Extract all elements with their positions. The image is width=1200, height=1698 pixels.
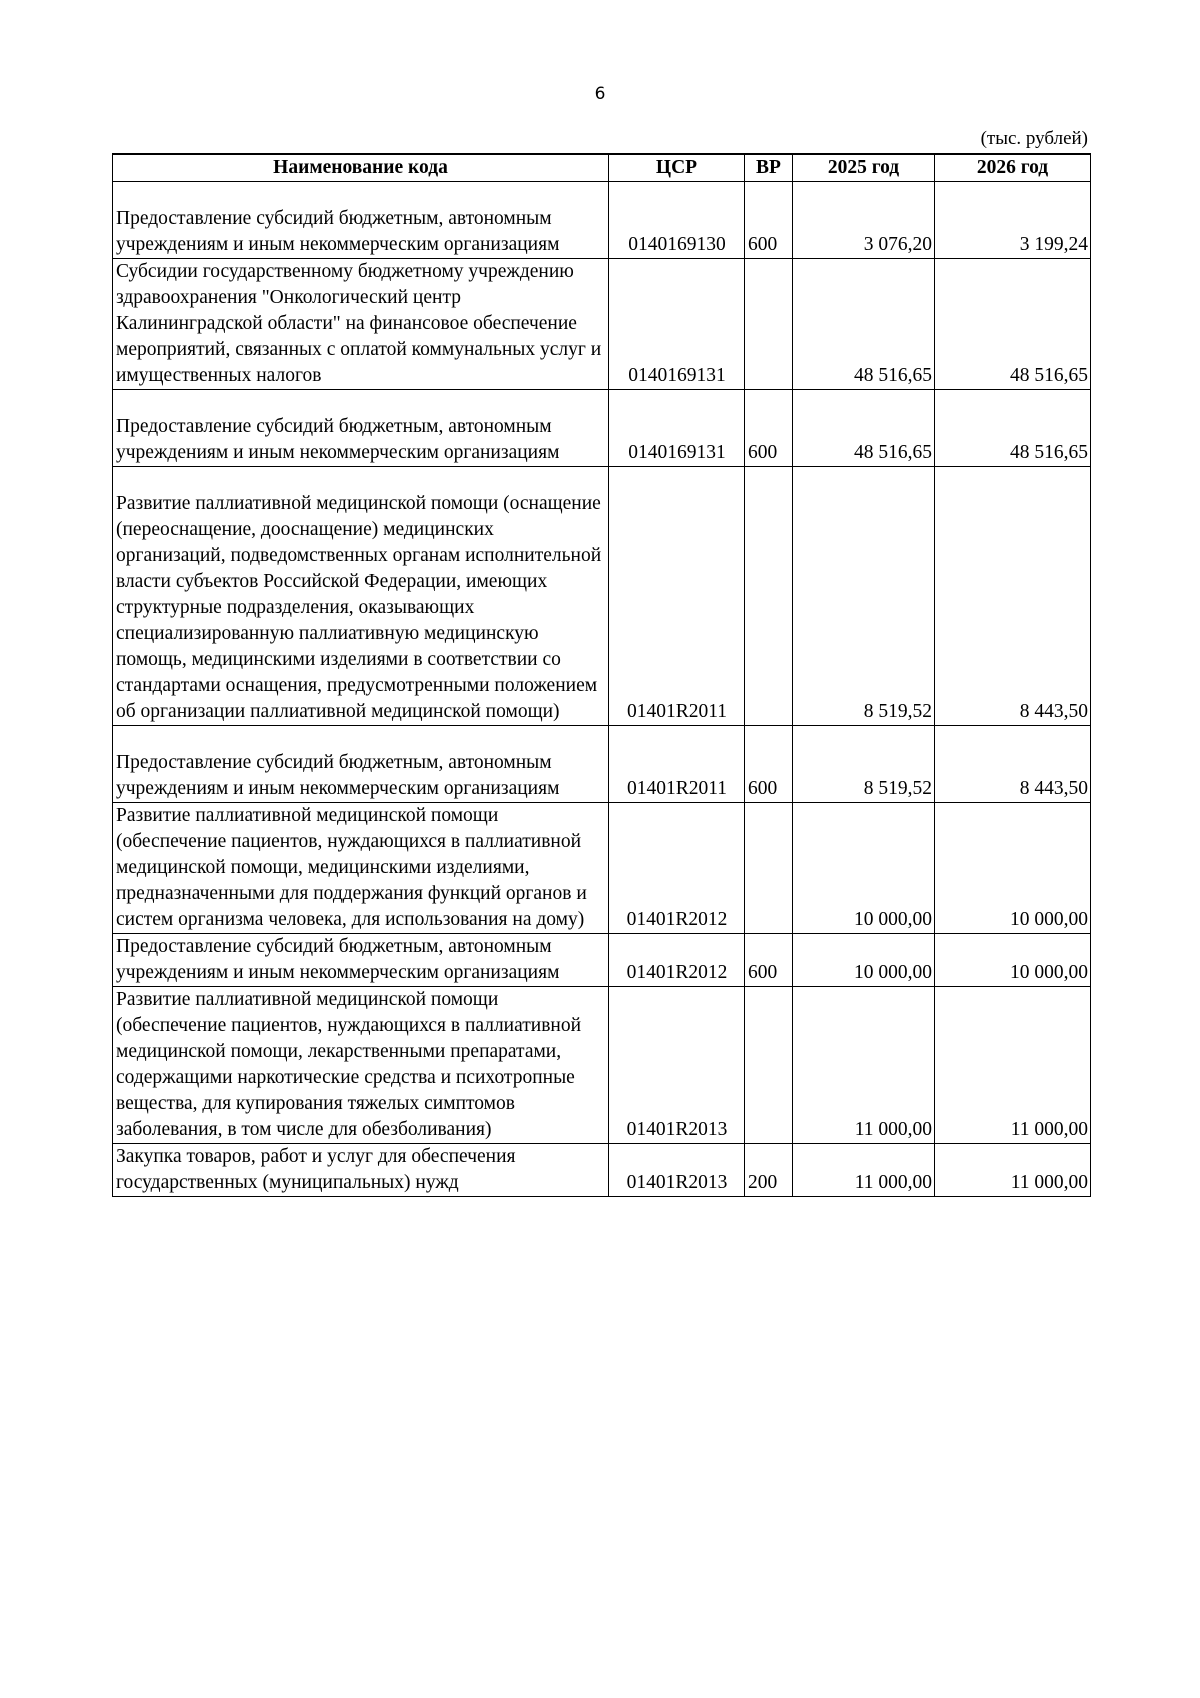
table-row <box>113 182 1091 259</box>
table-row <box>113 803 1091 934</box>
row-name: Предоставление субсидий бюджетным, автономным учреждениям и иным некоммерческим организациям <box>113 726 609 803</box>
row-name: Предоставление субсидий бюджетным, автономным учреждениям и иным некоммерческим организациям <box>113 934 609 987</box>
header-csr: ЦСР <box>609 154 745 182</box>
row-vr: 600 <box>745 726 793 803</box>
table-row <box>113 259 1091 390</box>
row-2025: 10 000,00 <box>793 934 935 987</box>
row-name: Развитие паллиативной медицинской помощи (обеспечение пациентов, нуждающихся в паллиативной медицинской помощи, лекарственными препаратами, содержащими наркотические средства и психотропные вещества, для купирования тяжелых симптомов заболевания, в том числе для обезболивания) <box>113 987 609 1144</box>
row-2025: 8 519,52 <box>793 726 935 803</box>
row-2026: 10 000,00 <box>935 803 1091 934</box>
row-csr: 0140169131 <box>609 390 745 467</box>
row-name: Закупка товаров, работ и услуг для обеспечения государственных (муниципальных) нужд <box>113 1144 609 1197</box>
row-name: Субсидии государственному бюджетному учреждению здравоохранения "Онкологический центр Калининградской области" на финансовое обеспечение мероприятий, связанных с оплатой коммунальных услуг и имущественных налогов <box>113 259 609 390</box>
row-2026: 3 199,24 <box>935 182 1091 259</box>
row-csr: 01401R2012 <box>609 934 745 987</box>
row-name: Предоставление субсидий бюджетным, автономным учреждениям и иным некоммерческим организациям <box>113 390 609 467</box>
row-vr <box>745 803 793 934</box>
header-vr: ВР <box>745 154 793 182</box>
header-name: Наименование кода <box>113 154 609 182</box>
row-2025: 3 076,20 <box>793 182 935 259</box>
table-header-row <box>113 154 1091 182</box>
row-name: Развитие паллиативной медицинской помощи (оснащение (переоснащение, дооснащение) медицинских организаций, подведомственных органам исполнительной власти субъектов Российской Федерации, имеющих структурные подразделения, оказывающих специализированную паллиативную медицинскую помощь, медицинскими изделиями в соответствии со стандартами оснащения, предусмотренными положением об организации паллиативной медицинской помощи) <box>113 467 609 726</box>
row-2025: 10 000,00 <box>793 803 935 934</box>
row-vr <box>745 987 793 1144</box>
row-vr <box>745 259 793 390</box>
row-2026: 10 000,00 <box>935 934 1091 987</box>
row-vr: 200 <box>745 1144 793 1197</box>
row-2025: 48 516,65 <box>793 259 935 390</box>
table-row <box>113 726 1091 803</box>
row-csr: 0140169130 <box>609 182 745 259</box>
table-row <box>113 467 1091 726</box>
table-row <box>113 934 1091 987</box>
table-row <box>113 987 1091 1144</box>
row-csr: 01401R2013 <box>609 1144 745 1197</box>
row-2025: 8 519,52 <box>793 467 935 726</box>
row-csr: 01401R2013 <box>609 987 745 1144</box>
units-note: (тыс. рублей) <box>980 128 1088 149</box>
budget-table <box>112 153 1091 1197</box>
row-2025: 11 000,00 <box>793 987 935 1144</box>
row-csr: 01401R2011 <box>609 726 745 803</box>
row-vr: 600 <box>745 390 793 467</box>
row-2026: 8 443,50 <box>935 467 1091 726</box>
row-2025: 11 000,00 <box>793 1144 935 1197</box>
row-csr: 0140169131 <box>609 259 745 390</box>
row-vr: 600 <box>745 934 793 987</box>
row-2026: 11 000,00 <box>935 1144 1091 1197</box>
row-2026: 48 516,65 <box>935 259 1091 390</box>
row-2026: 11 000,00 <box>935 987 1091 1144</box>
header-2025: 2025 год <box>793 154 935 182</box>
row-2025: 48 516,65 <box>793 390 935 467</box>
row-name: Развитие паллиативной медицинской помощи (обеспечение пациентов, нуждающихся в паллиативной медицинской помощи, медицинскими изделиями, предназначенными для поддержания функций органов и систем организма человека, для использования на дому) <box>113 803 609 934</box>
row-csr: 01401R2011 <box>609 467 745 726</box>
row-name: Предоставление субсидий бюджетным, автономным учреждениям и иным некоммерческим организациям <box>113 182 609 259</box>
row-2026: 8 443,50 <box>935 726 1091 803</box>
row-2026: 48 516,65 <box>935 390 1091 467</box>
table-row <box>113 1144 1091 1197</box>
row-csr: 01401R2012 <box>609 803 745 934</box>
page-number: 6 <box>594 84 606 104</box>
row-vr: 600 <box>745 182 793 259</box>
header-2026: 2026 год <box>935 154 1091 182</box>
table-row <box>113 390 1091 467</box>
row-vr <box>745 467 793 726</box>
